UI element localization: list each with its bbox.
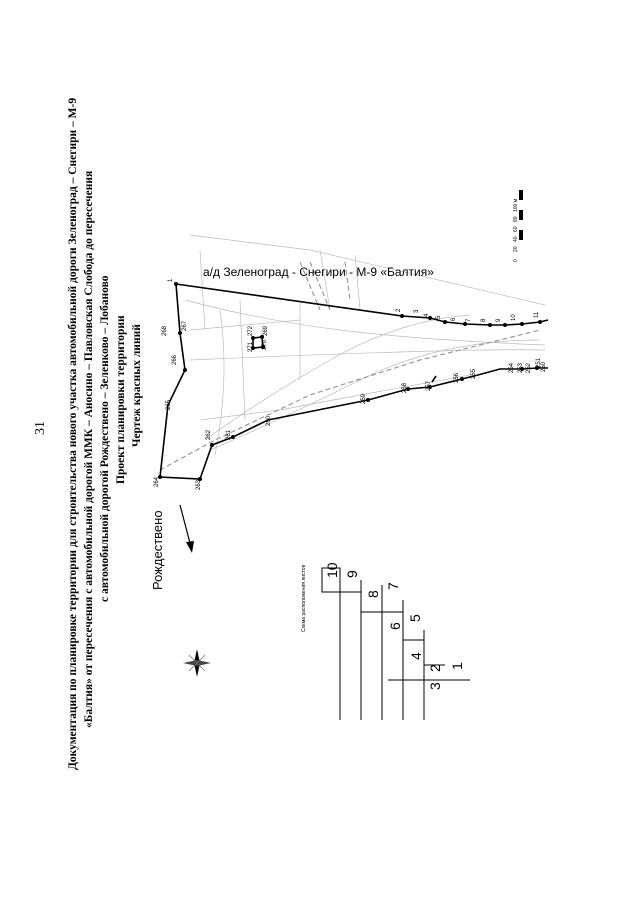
point-label: 253 xyxy=(518,362,524,373)
sheet-number: 4 xyxy=(408,652,424,660)
point-label: 9 xyxy=(496,318,502,322)
header-line-2: «Балтия» от пересечения с автомобильной дорогой ММК – Аносино – Павловская Слобода до пересечения xyxy=(83,170,95,728)
point-label: 266 xyxy=(172,354,178,365)
sheet-number: 1 xyxy=(449,662,465,670)
sheet-number: 7 xyxy=(385,582,401,590)
point-label: 261 xyxy=(226,429,232,440)
point-label: 11 xyxy=(534,311,540,318)
scale-tick-label: 80 xyxy=(513,216,519,222)
point-label: 260 xyxy=(266,415,272,426)
point-label: 255 xyxy=(471,368,477,379)
sheet-number: 9 xyxy=(344,570,360,578)
point-label: 257 xyxy=(426,380,432,391)
point-label: 259 xyxy=(361,393,367,404)
scale-bar xyxy=(513,190,523,262)
point-label: 262 xyxy=(206,429,212,440)
dashed-road xyxy=(160,262,540,470)
header-line-4: Проект планировки территории xyxy=(115,315,127,484)
sheet-scheme-title: Схема расположения листов xyxy=(301,564,307,632)
point-label: 268 xyxy=(162,325,168,336)
sheet-number: 10 xyxy=(324,562,340,578)
header-line-3: с автомобильной дорогой Рождествено – Зеленково – Лобаново xyxy=(99,275,111,602)
scale-tick-label: 0 xyxy=(513,259,519,262)
point-label: 8 xyxy=(481,318,487,322)
direction-arrow-head xyxy=(186,541,194,553)
point-label: 267 xyxy=(182,320,188,331)
point-label: 4 xyxy=(424,313,430,317)
point-label: 1 xyxy=(168,278,174,282)
header-line-1: Документация по планировке территории для строительства нового участка автомобильной дороги Зеленоград – Снегири – М-9 xyxy=(67,97,79,770)
point-label: 258 xyxy=(402,382,408,393)
point-label: 7 xyxy=(466,318,472,322)
point-label: 265 xyxy=(166,399,172,410)
direction-label: Рождествено xyxy=(150,510,165,590)
sheet-number: 2 xyxy=(427,664,443,672)
point-label: 269 xyxy=(263,325,269,336)
point-label: 271 xyxy=(248,341,254,352)
point-label: 10 xyxy=(511,314,517,321)
header-line-5: Чертеж красных линий xyxy=(131,324,143,447)
sheet-number: 3 xyxy=(427,682,443,690)
sheet-number: 5 xyxy=(407,614,423,622)
point-label: 270 xyxy=(262,339,268,350)
page-number: 31 xyxy=(33,421,48,435)
point-label: 272 xyxy=(248,325,254,336)
point-label: 6 xyxy=(451,317,457,321)
red-lines xyxy=(160,284,548,479)
point-label: 252 xyxy=(526,362,532,373)
scale-tick-label: 20 xyxy=(513,246,519,252)
point-label: 256 xyxy=(454,372,460,383)
point-label: 251 xyxy=(536,357,542,368)
point-label: 3 xyxy=(414,309,420,313)
scale-tick-label: 60 xyxy=(513,226,519,232)
sheet-number: 6 xyxy=(387,622,403,630)
sheet-scheme xyxy=(301,562,470,720)
point-label: 263 xyxy=(196,479,202,490)
compass-rose xyxy=(183,649,211,677)
scale-tick-label: 40 xyxy=(513,236,519,242)
point-label: 254 xyxy=(509,362,515,373)
road-label: а/д Зеленоград - Снегири - М-9 «Балтия» xyxy=(203,265,434,279)
point-label: 250 xyxy=(541,361,547,372)
point-label: 2 xyxy=(396,308,402,312)
scale-tick-label: 100 м xyxy=(513,198,519,212)
point-label: 5 xyxy=(436,315,442,319)
point-labels xyxy=(154,278,547,490)
sheet-number: 8 xyxy=(365,590,381,598)
point-label: 264 xyxy=(154,476,160,487)
direction-arrow-shaft xyxy=(180,505,190,543)
